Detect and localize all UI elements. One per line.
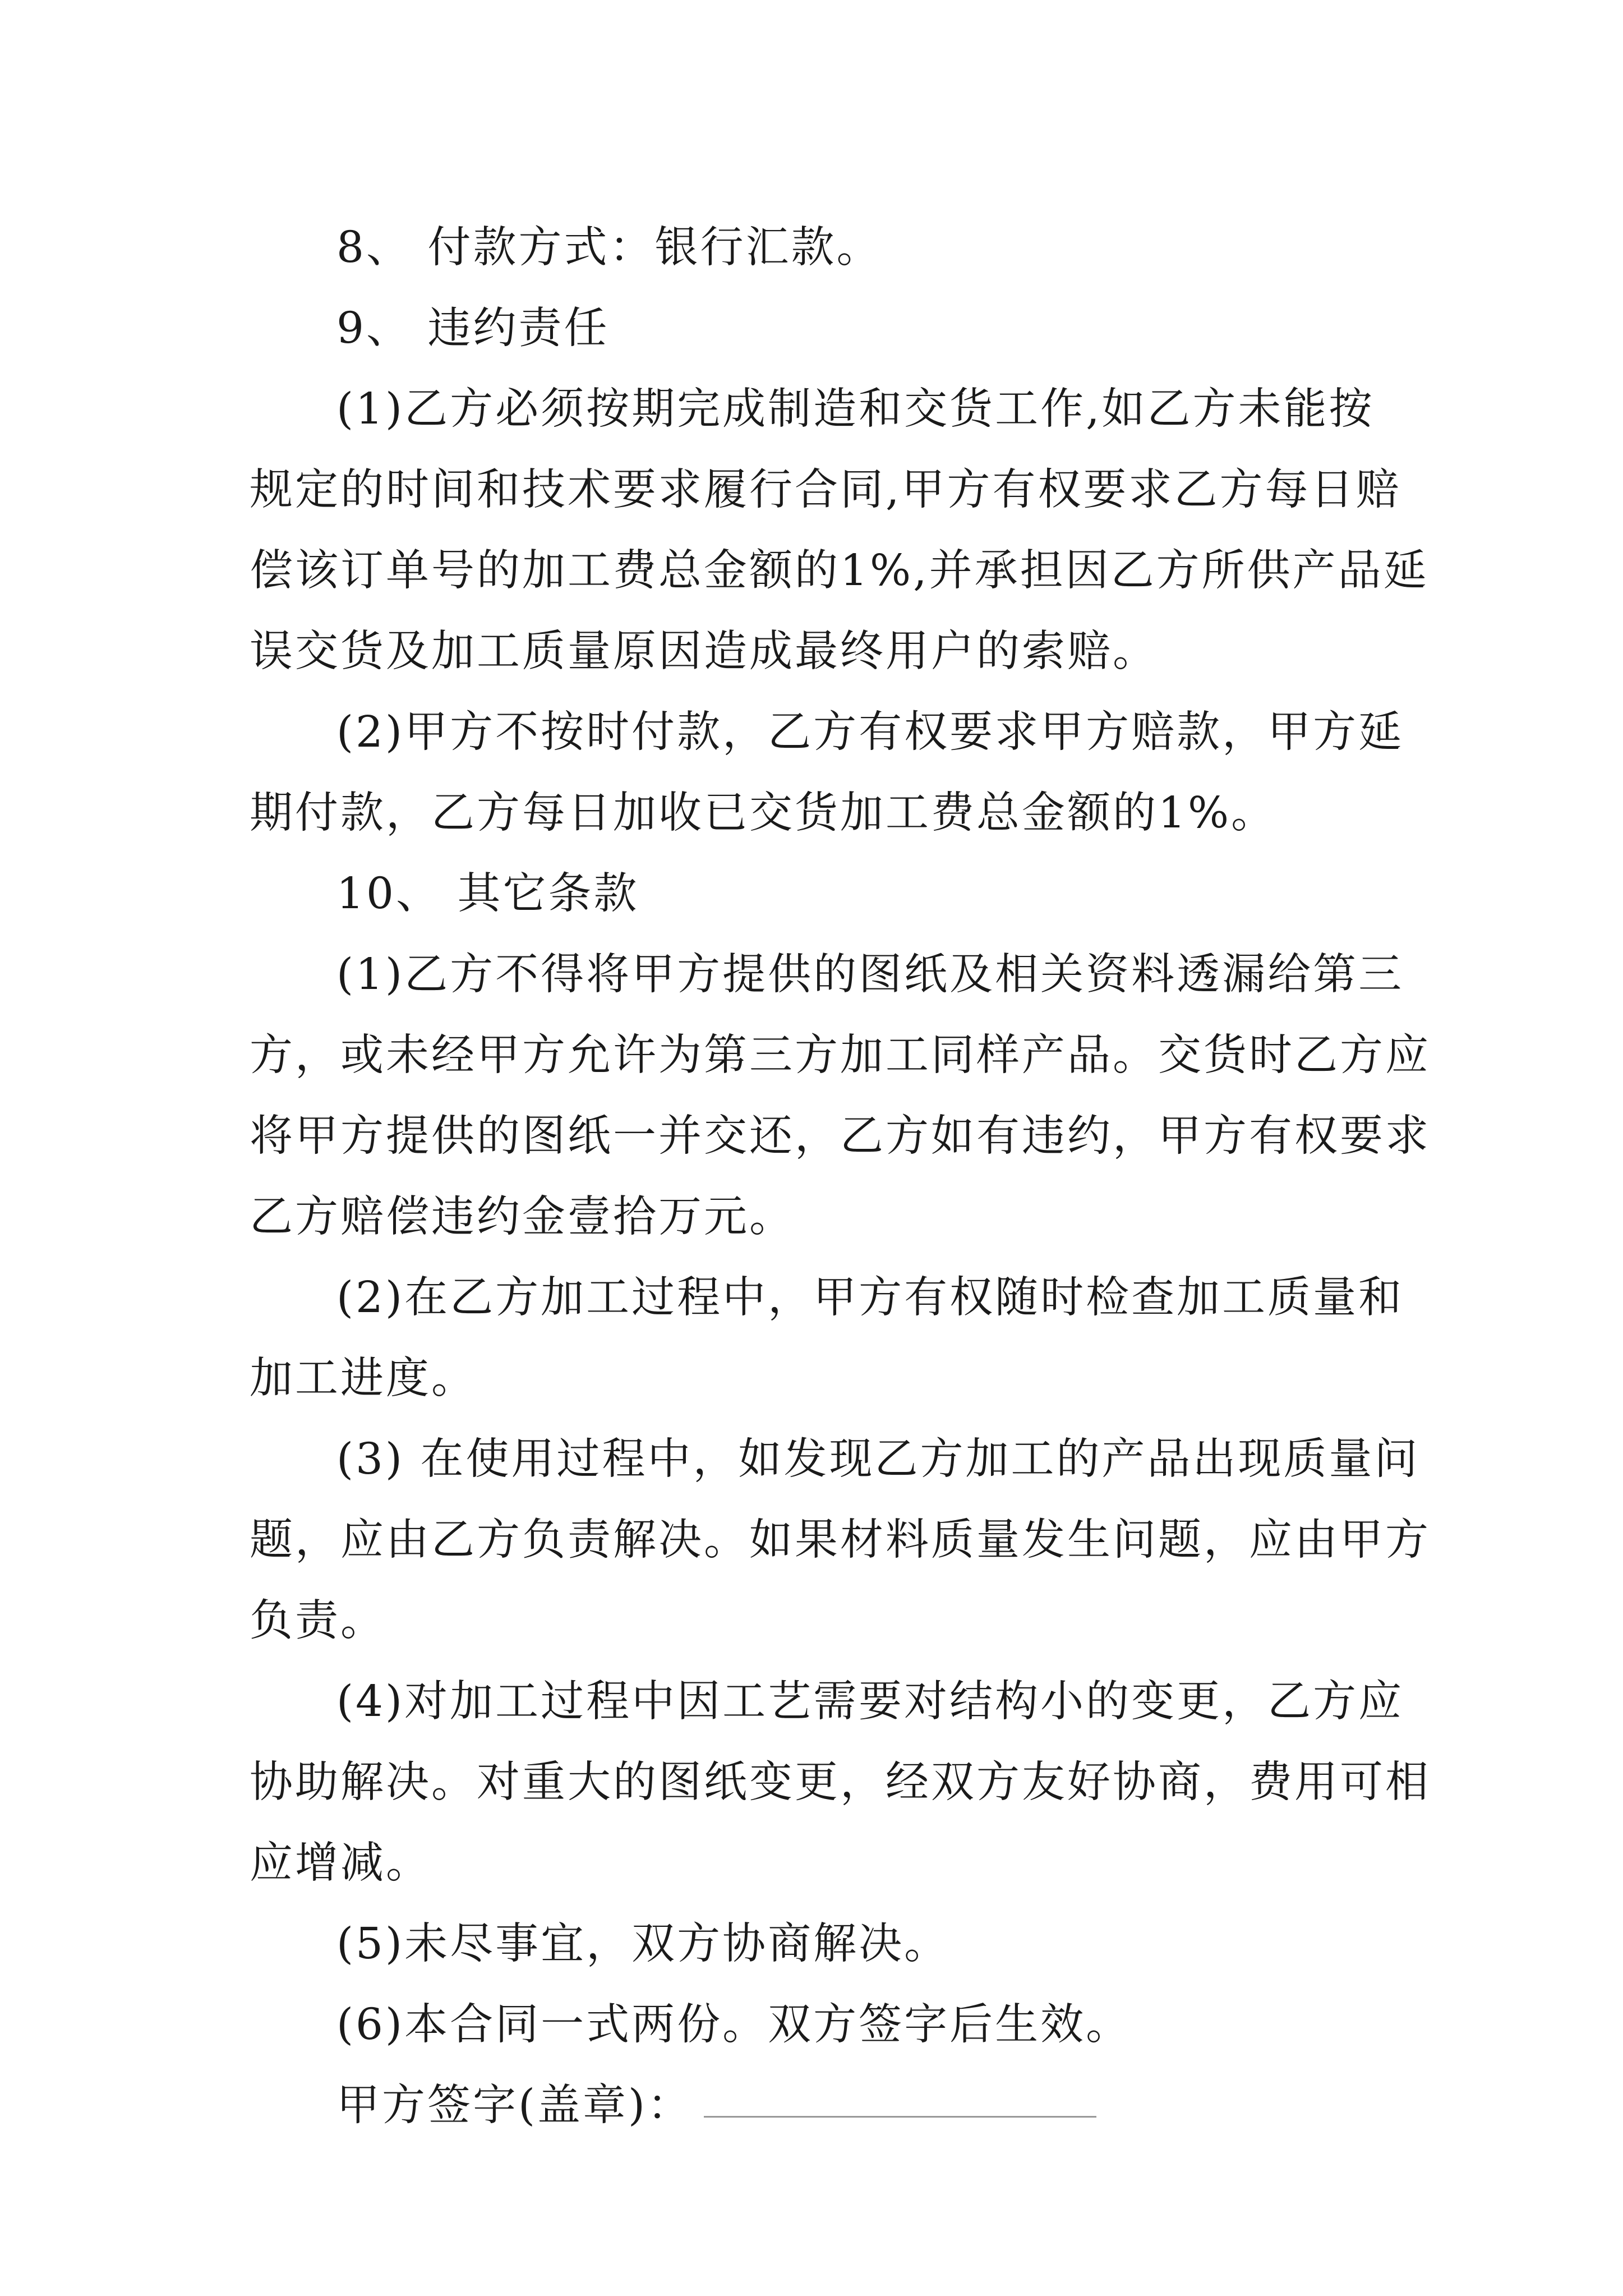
clause-10-6: (6)本合同一式两份。双方签字后生效。 [336, 2000, 1132, 2050]
clause-10-4-line-1: (4)对加工过程中因工艺需要对结构小的变更，乙方应 [336, 1677, 1404, 1727]
clause-8-payment: 8、 付款方式：银行汇款。 [336, 223, 882, 273]
clause-10-3-line-1: (3) 在使用过程中，如发现乙方加工的产品出现质量问 [336, 1434, 1420, 1484]
signature-blank-line[interactable] [704, 2065, 1096, 2118]
clause-9-heading: 9、 违约责任 [336, 303, 610, 353]
clause-10-1-line-1: (1)乙方不得将甲方提供的图纸及相关资料透漏给第三 [336, 950, 1404, 1000]
clause-9-2-line-1: (2)甲方不按时付款，乙方有权要求甲方赔款，甲方延 [336, 707, 1404, 757]
signature-row [250, 2065, 1388, 2146]
clause-9-1-line-2: 规定的时间和技术要求履行合同,甲方有权要求乙方每日赔 [250, 465, 1401, 515]
clause-10-2-line-2: 加工进度。 [250, 1354, 477, 1404]
document-body [250, 208, 1431, 2146]
clause-10-1-line-2: 方，或未经甲方允许为第三方加工同样产品。交货时乙方应 [250, 1030, 1431, 1080]
clause-10-4-line-2: 协助解决。对重大的图纸变更，经双方友好协商，费用可相 [250, 1757, 1431, 1807]
clause-10-1-line-3: 将甲方提供的图纸一并交还，乙方如有违约，甲方有权要求 [250, 1111, 1431, 1161]
clause-9-1-line-1: (1)乙方必须按期完成制造和交货工作,如乙方未能按 [336, 384, 1375, 434]
clause-10-3-line-2: 题，应由乙方负责解决。如果材料质量发生问题，应由甲方 [250, 1515, 1431, 1565]
clause-10-5: (5)未尽事宜，双方协商解决。 [336, 1919, 950, 1969]
clause-9-1-line-4: 误交货及加工质量原因造成最终用户的索赔。 [250, 627, 1158, 677]
clause-10-heading: 10、 其它条款 [336, 869, 639, 919]
signature-label: 甲方签字(盖章)： [336, 2081, 693, 2131]
clause-10-4-line-3: 应增减。 [250, 1838, 431, 1888]
clause-10-2-line-1: (2)在乙方加工过程中，甲方有权随时检查加工质量和 [336, 1273, 1404, 1323]
clause-10-1-line-4: 乙方赔偿违约金壹拾万元。 [250, 1192, 795, 1242]
clause-10-3-line-3: 负责。 [250, 1596, 386, 1646]
clause-9-1-line-3: 偿该订单号的加工费总金额的1%,并承担因乙方所供产品延 [250, 546, 1429, 596]
clause-9-2-line-2: 期付款，乙方每日加收已交货加工费总金额的1%。 [250, 788, 1277, 838]
